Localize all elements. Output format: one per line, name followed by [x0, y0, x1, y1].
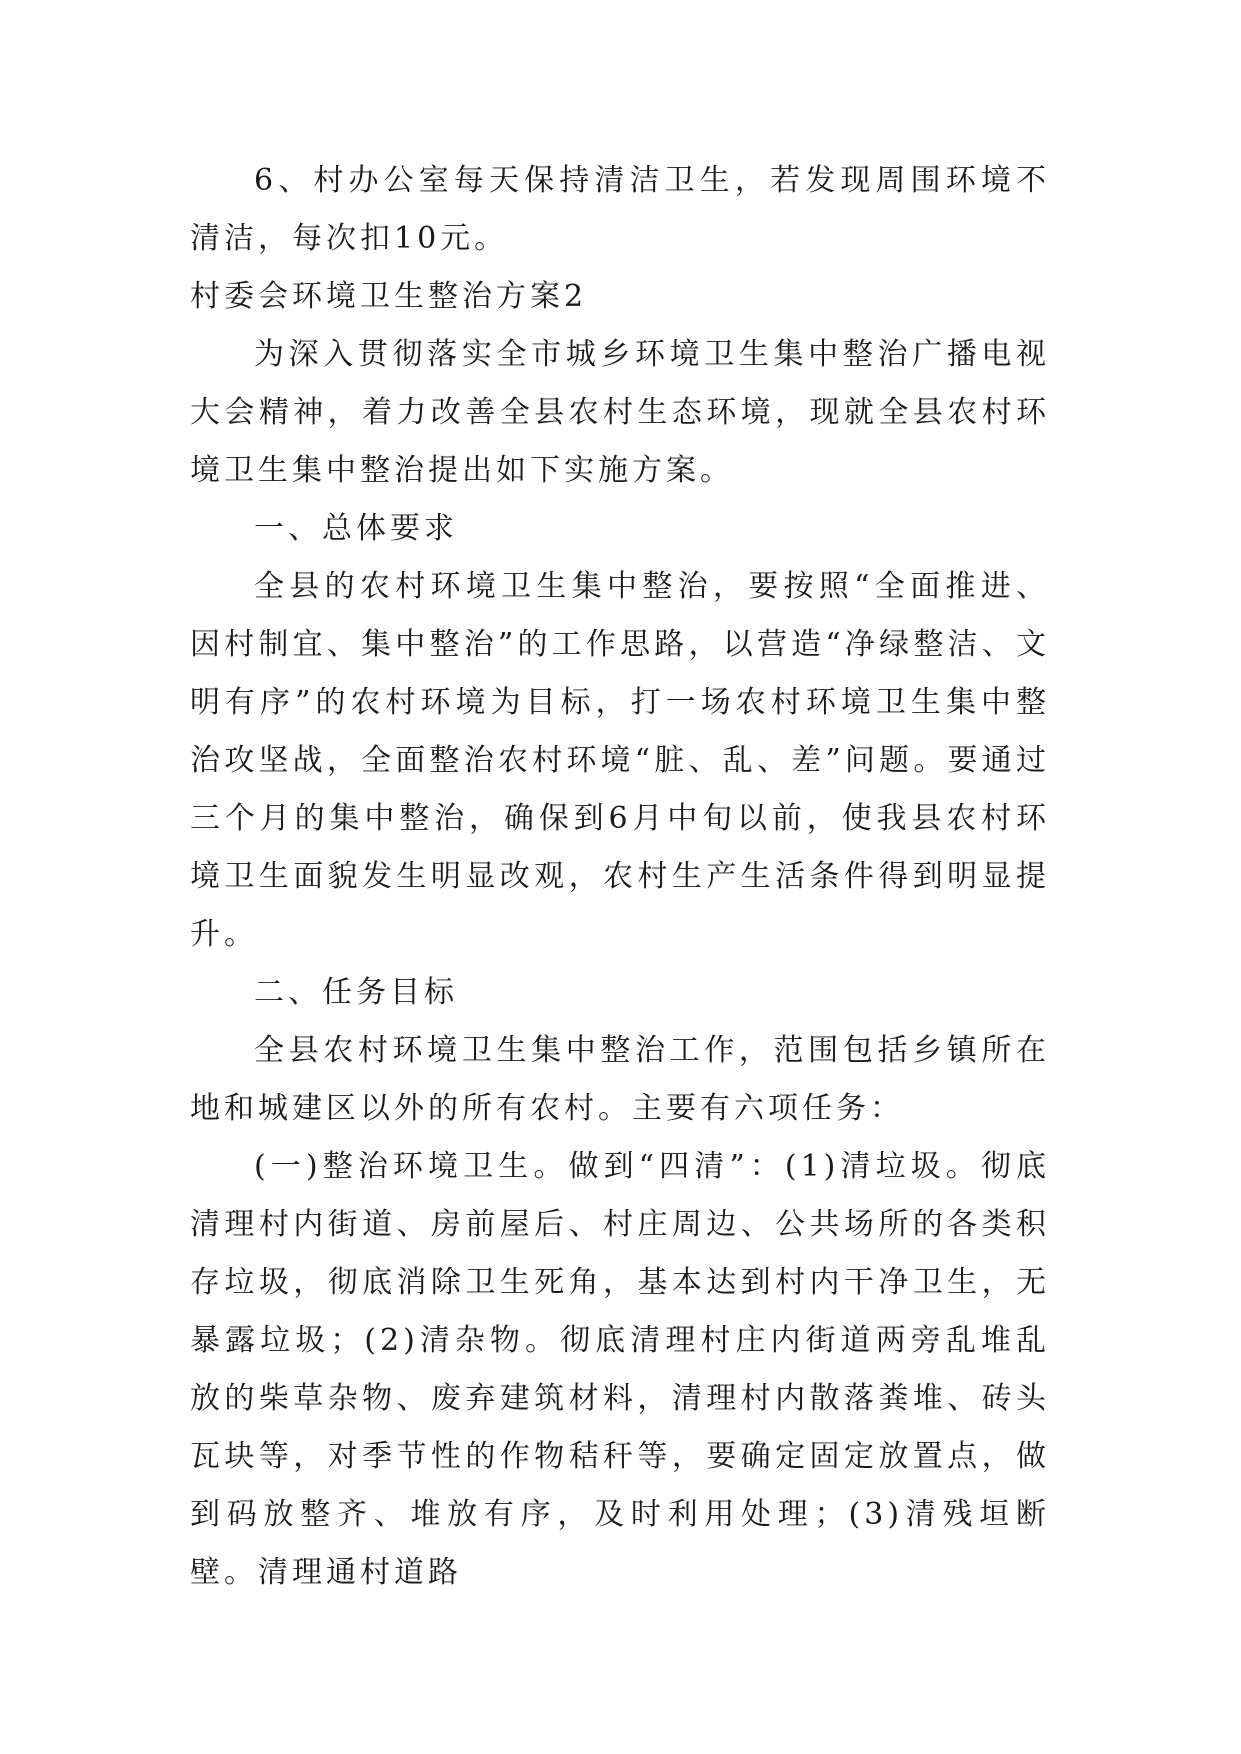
paragraph-task-scope: 全县农村环境卫生集中整治工作，范围包括乡镇所在地和城建区以外的所有农村。主要有六项任务： — [190, 1033, 1050, 1126]
paragraph-intro: 为深入贯彻落实全市城乡环境卫生集中整治广播电视大会精神，着力改善全县农村生态环境，现就全县农村环境卫生集中整治提出如下实施方案。 — [190, 337, 1050, 488]
paragraph-environment-sanitation: (一)整治环境卫生。做到“四清”：(1)清垃圾。彻底清理村内街道、房前屋后、村庄周边、公共场所的各类积存垃圾，彻底消除卫生死角，基本达到村内干净卫生，无暴露垃圾；(2)清杂物。彻底清理村庄内街道两旁乱堆乱放的柴草杂物、废弃建筑材料，清理村内散落粪堆、砖头瓦块等，对季节性的作物秸秆等，要确定固定放置点，做到码放整齐、堆放有序，及时利用处理；(3)清残垣断壁。清理通村道路 — [190, 1149, 1050, 1590]
paragraph-item-6: 6、村办公室每天保持清洁卫生，若发现周围环境不清洁，每次扣10元。 — [190, 163, 1050, 256]
section-title: 村委会环境卫生整治方案2 — [190, 279, 588, 314]
heading-overall-requirements: 一、总体要求 — [254, 511, 458, 546]
heading-task-goals: 二、任务目标 — [254, 975, 458, 1010]
paragraph-overall-requirements: 全县的农村环境卫生集中整治，要按照“全面推进、因村制宜、集中整治”的工作思路，以营造“净绿整洁、文明有序”的农村环境为目标，打一场农村环境卫生集中整治攻坚战，全面整治农村环境“脏、乱、差”问题。要通过三个月的集中整治，确保到6月中旬以前，使我县农村环境卫生面貌发生明显改观，农村生产生活条件得到明显提升。 — [190, 569, 1050, 952]
document-body — [190, 152, 1050, 1602]
